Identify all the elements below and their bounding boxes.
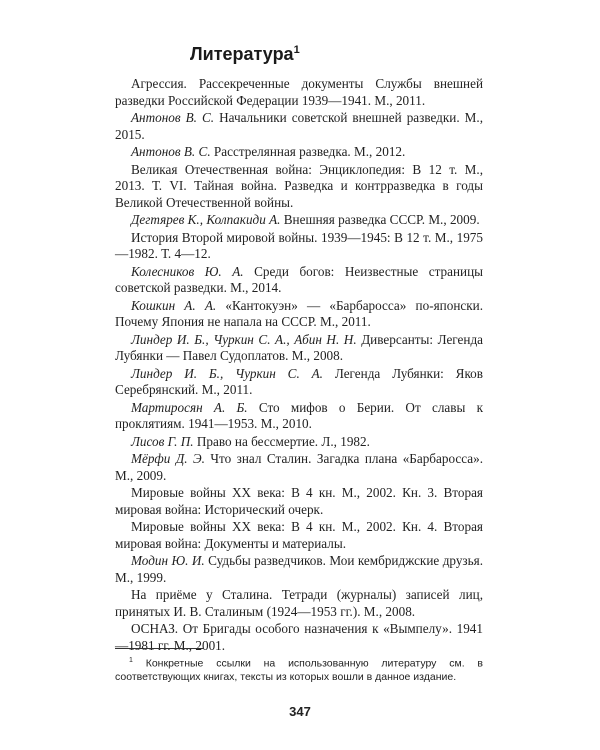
- reference-entry: [115, 434, 483, 451]
- reference-entry: [115, 553, 483, 586]
- reference-author: Антонов В. С.: [131, 110, 215, 125]
- reference-entry: [115, 298, 483, 331]
- reference-author: Мёрфи Д. Э.: [131, 451, 205, 466]
- reference-entry: [115, 110, 483, 143]
- reference-text: Начальники советской внешней разведки. М., 2015.: [115, 110, 483, 142]
- reference-text: Диверсанты: Легенда Лубянки — Павел Судоплатов. М., 2008.: [115, 331, 484, 363]
- reference-text: Агрессия. Рассекреченные документы Службы внешней разведки Российской Федерации 1939—1941. М., 2011.: [115, 76, 483, 108]
- reference-author: Линдер И. Б., Чуркин С. А., Абин Н. Н.: [131, 331, 357, 347]
- reference-entry: [115, 264, 483, 297]
- reference-text: Великая Отечественная война: Энциклопедия: В 12 т. М., 2013. Т. VI. Тайная война. Разведка и контрразведка в годы Великой Отечественной войны.: [115, 161, 483, 210]
- reference-author: Лисов Г. П.: [131, 433, 194, 449]
- reference-author: Модин Ю. И.: [131, 553, 205, 568]
- page-title: Литература$^1$: [190, 44, 300, 64]
- reference-entry: [115, 485, 483, 518]
- reference-text: Расстрелянная разведка. М., 2012.: [213, 144, 406, 159]
- page-number: 347: [289, 704, 311, 719]
- reference-entry: [115, 451, 483, 484]
- footnote-number: 1: [129, 657, 133, 664]
- reference-text: Среди богов: Неизвестные страницы советской разведки. М., 2014.: [115, 263, 484, 295]
- reference-text: На приёме у Сталина. Тетради (журналы) записей лиц, принятых И. В. Сталиным (1924—1953 гг.). М., 2008.: [115, 587, 483, 619]
- reference-text: Судьбы разведчиков. Мои кембриджские друзья. М., 1999.: [115, 553, 484, 585]
- reference-author: Антонов В. С.: [131, 144, 211, 159]
- reference-entry: [115, 587, 483, 620]
- reference-entry: [115, 519, 483, 552]
- reference-entry: [115, 332, 483, 365]
- reference-author: Линдер И. Б., Чуркин С. А.: [131, 365, 323, 381]
- reference-text: Мировые войны XX века: В 4 кн. М., 2002. Кн. 3. Вторая мировая война: Исторический очерк.: [115, 485, 483, 517]
- reference-entry: [115, 144, 483, 161]
- reference-entry: [115, 400, 483, 433]
- reference-text: Сто мифов о Берии. От славы к проклятиям. 1941—1953. М., 2010.: [115, 399, 483, 431]
- reference-author: Колесников Ю. А.: [131, 263, 244, 279]
- reference-text: Мировые войны XX века: В 4 кн. М., 2002. Кн. 4. Вторая мировая война: Документы и материалы.: [115, 519, 483, 551]
- reference-text: Легенда Лубянки: Яков Серебрянский. М., 2011.: [115, 365, 484, 397]
- reference-author: Дегтярев К., Колпакиди А.: [131, 212, 281, 227]
- reference-text: ОСНАЗ. От Бригады особого назначения к «Вымпелу». 1941—1981 гг. М., 2001.: [115, 621, 483, 653]
- reference-author: Мартиросян А. Б.: [131, 399, 248, 415]
- reference-entry: [115, 366, 483, 399]
- reference-author: Кошкин А. А.: [131, 297, 217, 313]
- reference-text: «Кантокуэн» — «Барбаросса» по-японски. Почему Япония не напала на СССР. М., 2011.: [115, 297, 483, 329]
- reference-text: Право на бессмертие. Л., 1982.: [196, 433, 370, 449]
- reference-list: [115, 76, 483, 655]
- reference-entry: [115, 230, 483, 263]
- reference-text: История Второй мировой войны. 1939—1945: В 12 т. М., 1975—1982. Т. 4—12.: [115, 229, 483, 261]
- reference-text: Что знал Сталин. Загадка плана «Барбаросса». М., 2009.: [115, 451, 483, 483]
- footnote-marker: 1: [293, 44, 300, 56]
- reference-text: Внешняя разведка СССР. М., 2009.: [283, 212, 480, 227]
- reference-entry: [115, 162, 483, 212]
- reference-entry: [115, 621, 483, 654]
- footnote-text: Конкретные ссылки на использованную литературу см. в соответствующих книгах, тексты из которых вошли в данное издание.: [115, 657, 484, 683]
- footnote: [115, 654, 483, 685]
- reference-entry: [115, 212, 483, 229]
- footnote-divider: [115, 648, 203, 649]
- reference-entry: [115, 76, 483, 109]
